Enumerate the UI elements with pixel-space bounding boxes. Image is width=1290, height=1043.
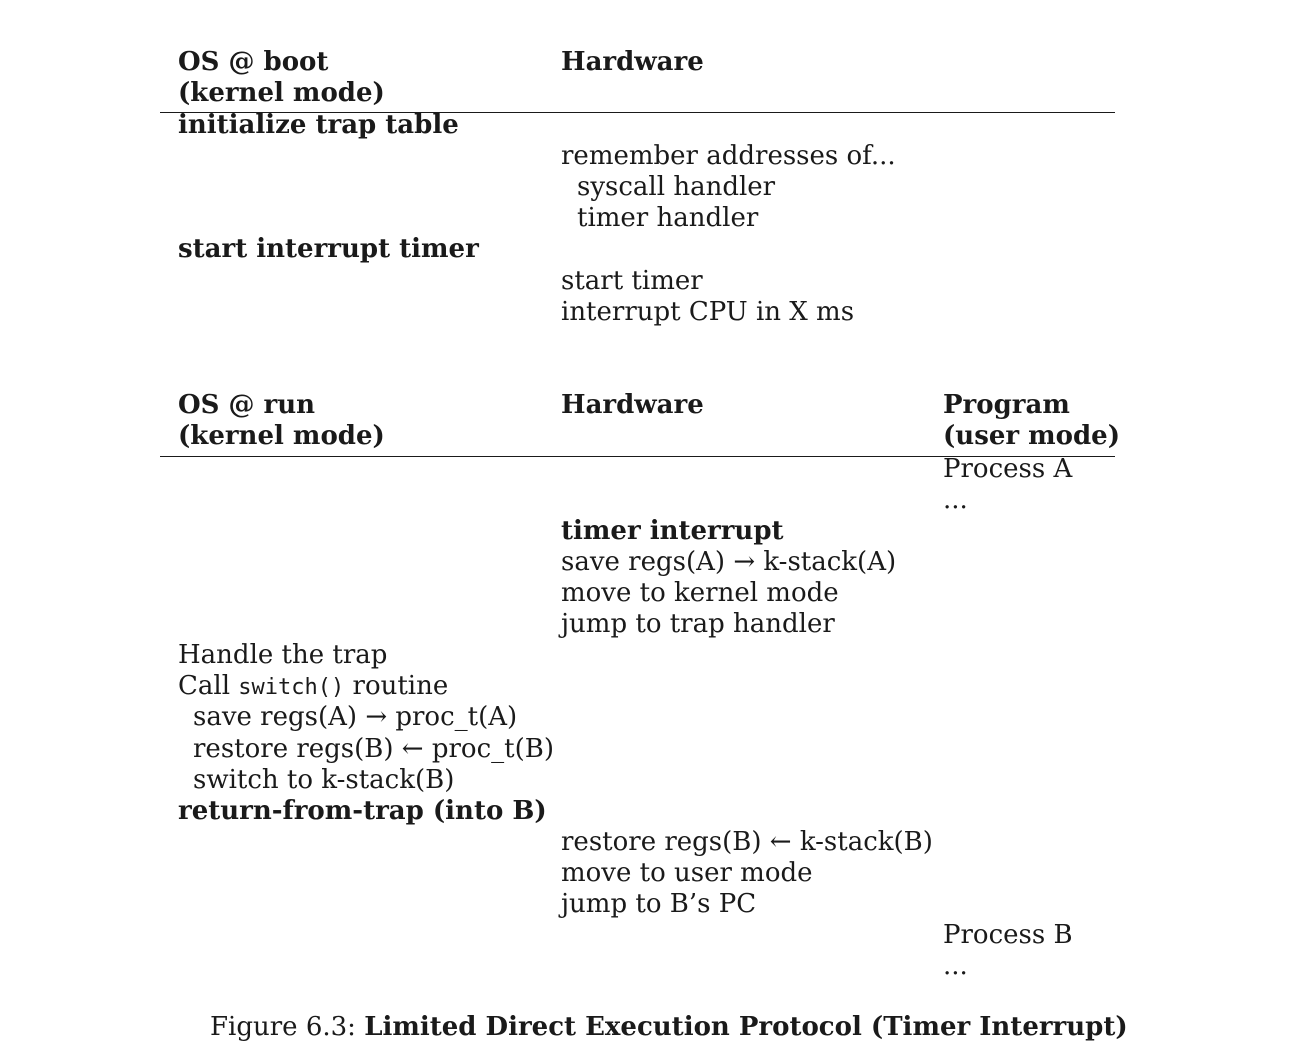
run-os-header-line1: OS @ run [178,390,316,420]
run-row-process-b: Process B [943,920,1073,950]
boot-row-start-interrupt-timer: start interrupt timer [178,234,479,264]
boot-os-header-line2: (kernel mode) [178,78,385,108]
run-row-return-from-trap: return-from-trap (into B) [178,796,547,826]
caption-prefix: Figure 6.3: [210,1012,365,1042]
run-os-header-line2: (kernel mode) [178,421,385,451]
caption-title: Limited Direct Execution Protocol (Timer Interrupt) [364,1012,1128,1042]
boot-row-init-trap-table: initialize trap table [178,110,459,140]
run-row-jump-trap-handler: jump to trap handler [561,609,835,639]
switch-code: switch() [238,675,345,700]
run-row-switch-kstack: switch to k-stack(B) [193,765,455,795]
run-program-header-line2: (user mode) [943,421,1121,451]
figure-caption [210,1012,1128,1043]
boot-row-interrupt-cpu: interrupt CPU in X ms [561,297,855,327]
call-suffix: routine [344,671,449,701]
run-row-ellipsis-b: ... [943,951,968,981]
run-row-move-kernel-mode: move to kernel mode [561,578,839,608]
run-row-save-regs-kstack: save regs(A) → k-stack(A) [561,547,897,577]
call-prefix: Call [178,671,239,701]
run-row-restore-regs-kstack: restore regs(B) ← k-stack(B) [561,827,933,857]
boot-hardware-header: Hardware [561,47,704,77]
run-row-timer-interrupt: timer interrupt [561,516,784,546]
run-row-call-switch [178,671,448,703]
run-row-jump-b-pc: jump to B’s PC [561,889,757,919]
boot-row-remember-addresses: remember addresses of... [561,141,896,171]
run-row-process-a: Process A [943,454,1073,484]
run-program-header-line1: Program [943,390,1070,420]
run-hardware-header: Hardware [561,390,704,420]
run-row-restore-regs-proc: restore regs(B) ← proc_t(B) [193,734,554,764]
run-row-move-user-mode: move to user mode [561,858,813,888]
boot-row-syscall-handler: syscall handler [577,172,776,202]
boot-row-timer-handler: timer handler [577,203,759,233]
boot-os-header-line1: OS @ boot [178,47,329,77]
run-row-save-regs-proc: save regs(A) → proc_t(A) [193,702,518,732]
run-row-ellipsis-a: ... [943,485,968,515]
run-row-handle-trap: Handle the trap [178,640,388,670]
boot-row-start-timer: start timer [561,266,703,296]
